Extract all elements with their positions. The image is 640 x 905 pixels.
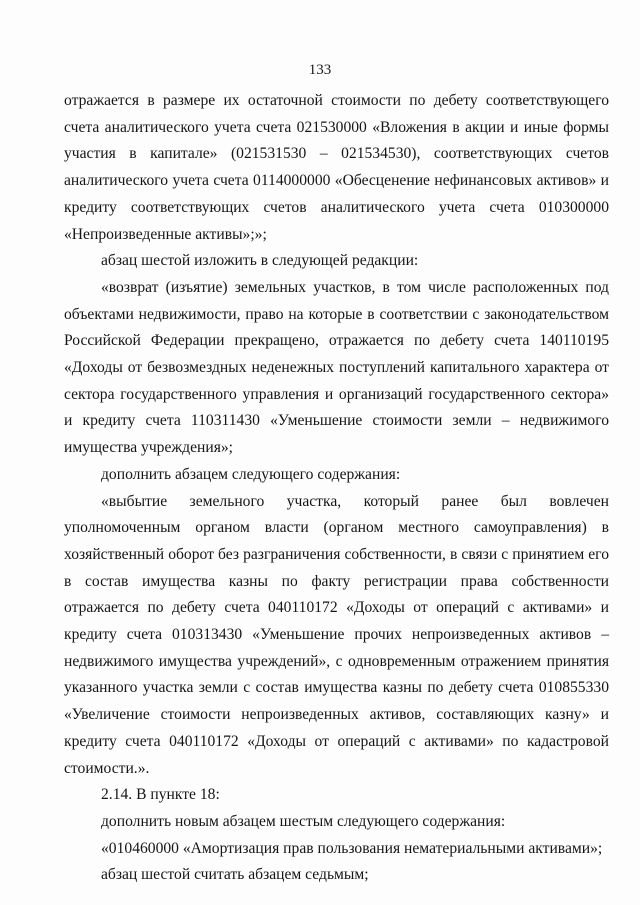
paragraph-land-disposal: «выбытие земельного участка, который ранее был вовлечен уполномоченным органом власти (органом местного самоуправления) в хозяйственный оборот без разграничения собственности, в связи с принятием его в состав имущества казны по факту регистрации права собственности отражается по дебету счета 040110172 «Доходы от операций с активами» и кредиту счета 010313430 «Уменьшение прочих непроизведенных активов – недвижимого имущества учреждений», с одновременным отражением принятия указанного участка земли с состав имущества казны по дебету счета 010855330 «Увеличение стоимости непроизведенных активов, составляющих казну» и кредиту счета 040110172 «Доходы от операций с активами» по кадастровой стоимости.». (64, 492, 609, 777)
document-body (64, 88, 609, 889)
paragraph-instruction-sixth: абзац шестой изложить в следующей редакции: (101, 252, 419, 270)
paragraph-account-010460000: «010460000 «Амортизация прав пользования нематериальными активами»; (101, 839, 603, 857)
section-heading-2-14: 2.14. В пункте 18: (101, 786, 220, 804)
page-number: 133 (308, 62, 332, 78)
paragraph-continuation: отражается в размере их остаточной стоимости по дебету соответствующего счета аналитического учета счета 021530000 «Вложения в акции и иные формы участия в капитале» (021531530 – 021534530), соответствующих счетов аналитического учета счета 0114000000 «Обесценение нефинансовых активов» и кредиту соответствующих счетов аналитического учета счета 010300000 «Непроизведенные активы»;»; (64, 92, 609, 243)
paragraph-renumber: абзац шестой считать абзацем седьмым; (101, 866, 369, 884)
paragraph-instruction-new-sixth: дополнить новым абзацем шестым следующего содержания: (101, 812, 506, 830)
paragraph-land-return: «возврат (изъятие) земельных участков, в том числе расположенных под объектами недвижимости, право на которые в соответствии с законодательством Российской Федерации прекращено, отражается по дебету счета 140110195 «Доходы от безвозмездных неденежных поступлений капитального характера от сектора государственного управления и организаций государственного сектора» и кредиту счета 110311430 «Уменьшение стоимости земли – недвижимого имущества учреждения»; (64, 278, 609, 457)
paragraph-instruction-add: дополнить абзацем следующего содержания: (101, 465, 401, 483)
